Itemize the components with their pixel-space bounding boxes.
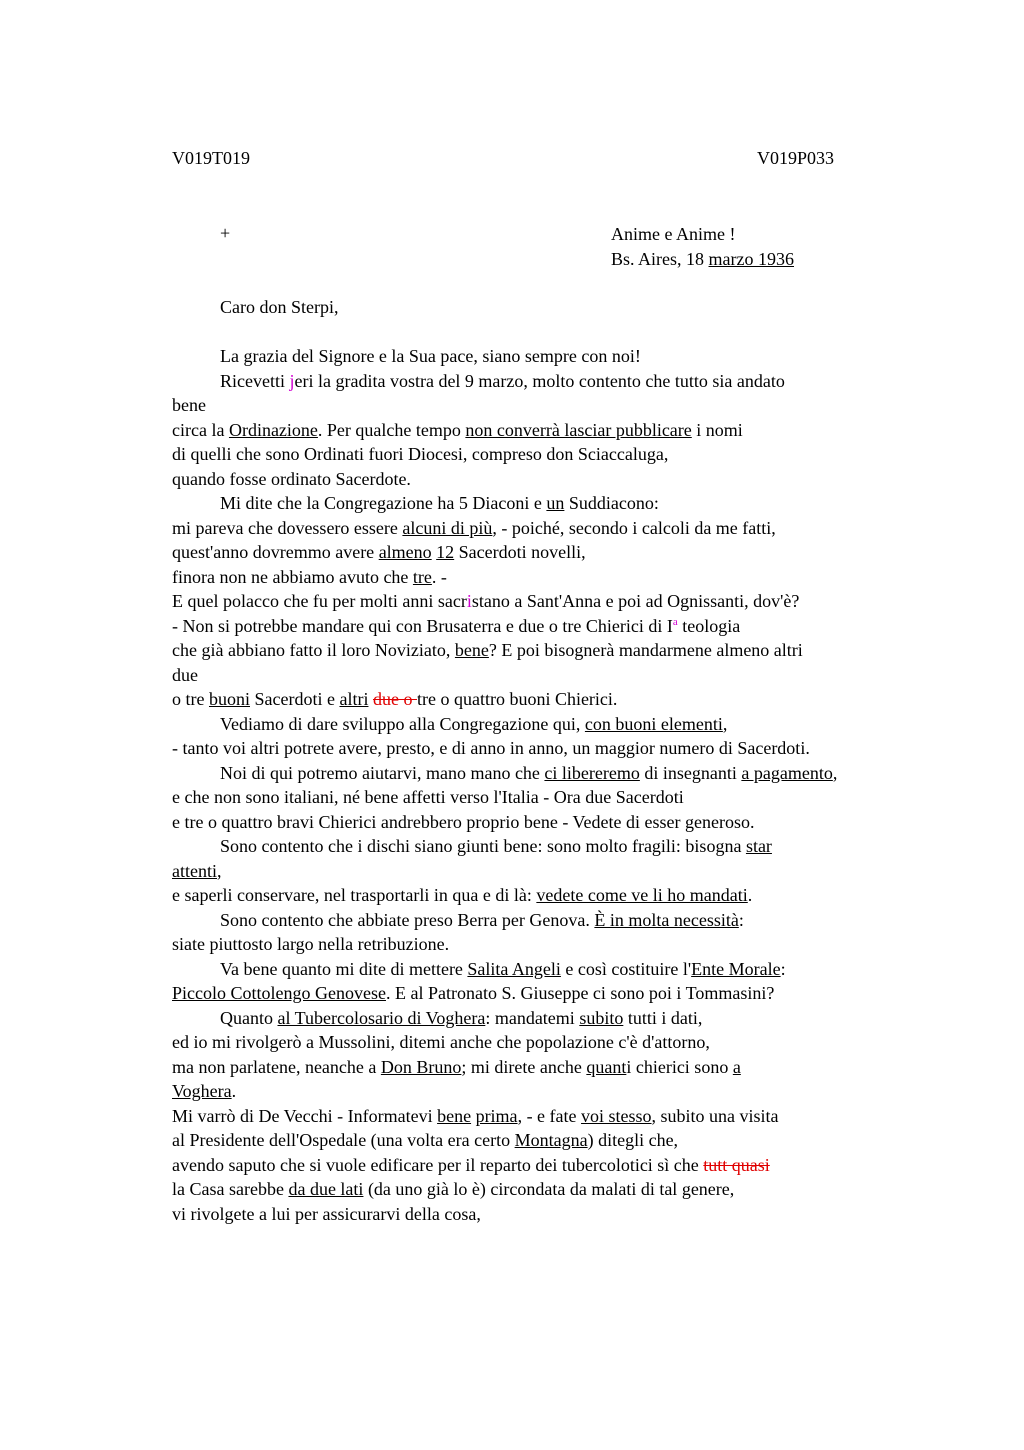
text-run: : <box>738 909 744 930</box>
letter-line <box>172 859 962 884</box>
underlined-text: Voghera <box>172 1081 232 1101</box>
text-run: Sacerdoti novelli, <box>454 542 586 562</box>
text-run: , subito una visita <box>651 1105 779 1126</box>
text-run: . Per qualche tempo <box>317 419 466 440</box>
text-run: Mi varrò di De Vecchi - Informatevi <box>172 1105 438 1126</box>
text-run: tutti i dati, <box>623 1007 703 1028</box>
inserted-letter: j <box>289 370 295 391</box>
letter-line <box>172 369 962 394</box>
text-run: Suddiacono: <box>564 493 659 513</box>
letter-line <box>172 1177 962 1202</box>
underlined-text: attenti <box>172 860 217 881</box>
text-run: teologia <box>677 615 741 636</box>
underlined-text: 12 <box>436 542 455 562</box>
text-run: . - <box>431 566 447 587</box>
underlined-text: almeno <box>378 542 432 562</box>
underlined-text: non converrà lasciar pubblicare <box>465 419 692 440</box>
text-run: - Non si potrebbe mandare qui con Brusaterra e due o tre Chierici di I <box>172 615 673 636</box>
letter-line <box>172 540 962 565</box>
text-run: circa la <box>172 419 229 440</box>
text-run: o tre <box>172 689 209 709</box>
document-code-right: V019P033 <box>757 148 835 168</box>
superscript-text: a <box>672 615 678 628</box>
underlined-text: bene <box>437 1105 472 1126</box>
text-run: siate piuttosto largo nella retribuzione. <box>172 934 450 954</box>
underlined-text: È in molta necessità <box>594 909 739 930</box>
letter-line <box>172 932 962 957</box>
text-run: E quel polacco che fu per molti anni sacr <box>172 591 467 611</box>
text-run: - tanto voi altri potrete avere, presto, e di anno in anno, un maggior numero di Sacerdoti. <box>172 738 810 758</box>
letter-line <box>172 344 962 369</box>
underlined-text: quant <box>586 1056 627 1077</box>
text-run: tre o quattro buoni Chierici. <box>416 689 618 709</box>
letter-line <box>172 1104 962 1129</box>
letter-line <box>172 761 962 786</box>
text-run: al Presidente dell'Ospedale (una volta era certo <box>172 1130 515 1150</box>
letter-line <box>172 883 962 908</box>
underlined-text: subito <box>579 1007 624 1028</box>
text-run: Sono contento che i dischi siano giunti bene: sono molto fragili: bisogna <box>220 836 746 856</box>
letter-line <box>172 834 962 859</box>
text-run: Mi dite che la Congregazione ha 5 Diaconi e <box>220 493 547 513</box>
letter-line <box>172 614 962 639</box>
text-run: , - e fate <box>517 1105 582 1126</box>
text-run: , - poiché, secondo i calcoli da me fatti, <box>492 517 776 538</box>
salutation: Caro don Sterpi, <box>220 297 339 317</box>
letter-line <box>172 1055 962 1080</box>
text-run: di quelli che sono Ordinati fuori Diocesi, compreso don Sciaccaluga, <box>172 444 669 464</box>
text-run: : <box>780 958 786 979</box>
text-run: bene <box>172 395 206 415</box>
letter-line <box>172 785 962 810</box>
underlined-text: a pagamento <box>741 762 833 783</box>
letter-line <box>172 712 962 737</box>
text-run: quando fosse ordinato Sacerdote. <box>172 468 411 489</box>
text-run: ed io mi rivolgerò a Mussolini, ditemi anche che popolazione c'è d'attorno, <box>172 1032 710 1052</box>
underlined-text: star <box>745 836 772 856</box>
letter-line <box>172 663 962 688</box>
inserted-letter: i <box>466 591 472 611</box>
text-run: due <box>172 664 198 685</box>
place: Bs. Aires, 18 <box>611 248 709 269</box>
letter-line <box>172 393 962 418</box>
text-run: : mandatemi <box>485 1007 580 1028</box>
underlined-text: Ente Morale <box>691 958 781 979</box>
document-code-left: V019T019 <box>172 148 250 168</box>
text-run: , <box>722 713 728 734</box>
text-run: di insegnanti <box>639 762 742 783</box>
date: marzo 1936 <box>708 248 794 269</box>
cross-sign: + <box>220 223 231 243</box>
text-run: finora non ne abbiamo avuto che <box>172 566 413 587</box>
text-run: Vediamo di dare sviluppo alla Congregazione qui, <box>220 713 585 734</box>
deleted-text: due o <box>372 689 417 709</box>
letter-line <box>172 565 962 590</box>
underlined-text: bene <box>454 640 489 660</box>
underlined-text: un <box>546 493 565 513</box>
letter-line <box>172 1128 962 1153</box>
letter-line <box>172 442 962 467</box>
underlined-text: altri <box>339 689 369 709</box>
place-date <box>611 247 794 272</box>
letter-line <box>172 810 962 835</box>
text-run: e che non sono italiani, né bene affetti verso l'Italia - Ora due Sacerdoti <box>172 787 684 807</box>
text-run: la Casa sarebbe <box>172 1179 289 1199</box>
text-run: eri la gradita vostra del 9 marzo, molto contento che tutto sia andato <box>294 370 785 391</box>
letter-line <box>172 687 962 712</box>
text-run: e tre o quattro bravi Chierici andrebbero proprio bene - Vedete di esser generoso. <box>172 811 755 832</box>
underlined-text: da due lati <box>288 1179 364 1199</box>
text-run: ma non parlatene, neanche a <box>172 1056 381 1077</box>
letter-line <box>172 1153 962 1178</box>
underlined-text: buoni <box>208 689 250 709</box>
text-run: Quanto <box>220 1007 278 1028</box>
motto: Anime e Anime ! <box>611 224 736 244</box>
letter-line <box>172 467 962 492</box>
text-run: che già abbiano fatto il loro Noviziato, <box>172 640 455 660</box>
underlined-text: Salita Angeli <box>467 958 561 979</box>
text-run: ? E poi bisognerà mandarmene almeno altri <box>488 640 803 660</box>
letter-line <box>172 1079 962 1104</box>
underlined-text: ci libereremo <box>544 762 640 783</box>
underlined-text: Ordinazione <box>228 419 318 440</box>
text-run: . <box>747 885 753 905</box>
underlined-text: al Tubercolosario di Voghera <box>277 1007 486 1028</box>
text-run: . <box>231 1081 237 1101</box>
text-run: Sono contento che abbiate preso Berra per Genova. <box>220 909 595 930</box>
text-run: stano a Sant'Anna e poi ad Ognissanti, dov'è? <box>471 591 800 611</box>
text-run: ; mi direte anche <box>461 1056 587 1077</box>
text-run: vi rivolgete a lui per assicurarvi della cosa, <box>172 1203 481 1224</box>
letter-line <box>172 1006 962 1031</box>
text-run: quest'anno dovremmo avere <box>172 542 379 562</box>
text-run: i nomi <box>691 419 743 440</box>
text-run: Ricevetti <box>220 370 290 391</box>
underlined-text: vedete come ve li ho mandati <box>536 885 748 905</box>
letter-line <box>172 736 962 761</box>
letter-line <box>172 1202 962 1227</box>
underlined-text: tre <box>412 566 432 587</box>
letter-line <box>172 589 962 614</box>
letter-line <box>172 491 962 516</box>
text-run: , <box>216 860 222 881</box>
deleted-text: tutt quasi <box>703 1154 770 1175</box>
text-run: e così costituire l' <box>560 958 692 979</box>
letter-line <box>172 638 962 663</box>
text-run: Noi di qui potremo aiutarvi, mano mano che <box>220 762 545 783</box>
text-run: e saperli conservare, nel trasportarli in qua e di là: <box>172 885 537 905</box>
text-run: Va bene quanto mi dite di mettere <box>220 958 468 979</box>
text-run: ) ditegli che, <box>587 1130 679 1150</box>
letter-body <box>172 344 962 1226</box>
underlined-text: voi stesso <box>581 1105 652 1126</box>
text-run: . E al Patronato S. Giuseppe ci sono poi i Tommasini? <box>385 983 775 1003</box>
text-run: Sacerdoti e <box>250 689 340 709</box>
text-run: avendo saputo che si vuole edificare per il reparto dei tubercolotici sì che <box>172 1154 704 1175</box>
underlined-text: Piccolo Cottolengo Genovese <box>172 983 386 1003</box>
underlined-text: con buoni elementi <box>584 713 723 734</box>
letter-heading <box>611 222 794 271</box>
text-run: (da uno già lo è) circondata da malati di tal genere, <box>363 1179 735 1199</box>
letter-line <box>172 908 962 933</box>
text-run: , <box>832 762 838 783</box>
text-run: mi pareva che dovessero essere <box>172 517 403 538</box>
underlined-text: Montagna <box>514 1130 588 1150</box>
letter-line <box>172 1030 962 1055</box>
text-run: i chierici sono <box>626 1056 733 1077</box>
underlined-text: prima <box>475 1105 518 1126</box>
underlined-text: Don Bruno <box>380 1056 462 1077</box>
letter-line <box>172 516 962 541</box>
text-run: La grazia del Signore e la Sua pace, siano sempre con noi! <box>220 346 641 366</box>
letter-line <box>172 418 962 443</box>
underlined-text: alcuni di più <box>402 517 493 538</box>
letter-line <box>172 957 962 982</box>
underlined-text: a <box>732 1056 741 1077</box>
letter-line <box>172 981 962 1006</box>
